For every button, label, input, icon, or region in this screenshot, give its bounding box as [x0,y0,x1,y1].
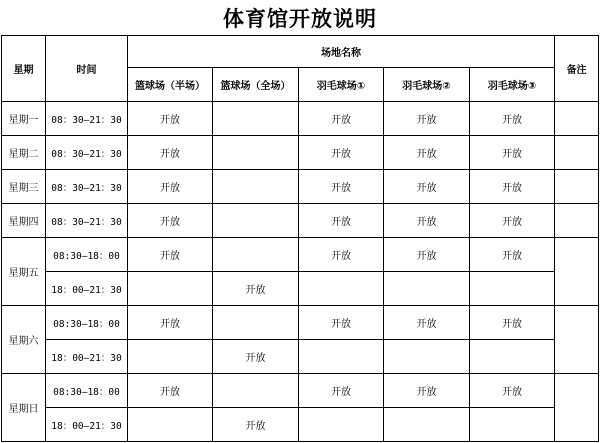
time-cell: 08：30—21：30 [46,136,128,170]
status-cell: 开放 [299,204,384,238]
table-row [2,272,599,306]
header-remarks: 备注 [555,36,599,102]
status-cell: 开放 [470,306,555,340]
table-row [2,374,599,408]
table-row [2,340,599,374]
status-cell: 开放 [128,204,213,238]
status-cell [470,272,555,306]
time-cell: 18：00—21：30 [46,272,128,306]
time-cell: 08:30—18：00 [46,238,128,272]
remarks-cell [555,374,599,442]
status-cell [384,272,470,306]
status-cell: 开放 [213,340,299,374]
header-time: 时间 [46,36,128,102]
status-cell: 开放 [470,136,555,170]
time-cell: 08：30—21：30 [46,102,128,136]
status-cell [213,306,299,340]
remarks-cell [555,204,599,238]
status-cell: 开放 [213,408,299,442]
header-day: 星期 [2,36,46,102]
status-cell: 开放 [128,102,213,136]
status-cell: 开放 [384,238,470,272]
remarks-cell [555,170,599,204]
remarks-cell [555,306,599,374]
day-cell: 星期日 [2,374,46,442]
header-venue: 篮球场（半场） [128,68,213,102]
status-cell: 开放 [299,102,384,136]
table-row [2,136,599,170]
status-cell [213,102,299,136]
table-row [2,102,599,136]
status-cell [213,136,299,170]
status-cell [213,238,299,272]
status-cell: 开放 [384,204,470,238]
day-cell: 星期三 [2,170,46,204]
status-cell [128,340,213,374]
table-row [2,408,599,442]
status-cell: 开放 [299,238,384,272]
status-cell [213,170,299,204]
remarks-cell [555,102,599,136]
status-cell [470,408,555,442]
status-cell: 开放 [384,374,470,408]
header-venue: 羽毛球场③ [470,68,555,102]
status-cell: 开放 [384,136,470,170]
schedule-table [1,35,599,442]
table-row [2,204,599,238]
status-cell: 开放 [470,374,555,408]
status-cell [128,408,213,442]
status-cell [470,340,555,374]
time-cell: 18：00—21：30 [46,408,128,442]
status-cell [128,272,213,306]
status-cell [384,408,470,442]
status-cell: 开放 [128,374,213,408]
status-cell [299,340,384,374]
status-cell: 开放 [128,306,213,340]
status-cell [384,340,470,374]
header-venue: 篮球场（全场） [213,68,299,102]
status-cell [299,408,384,442]
status-cell: 开放 [384,102,470,136]
day-cell: 星期五 [2,238,46,306]
status-cell: 开放 [384,306,470,340]
day-cell: 星期四 [2,204,46,238]
status-cell: 开放 [299,374,384,408]
day-cell: 星期一 [2,102,46,136]
status-cell: 开放 [128,170,213,204]
status-cell [299,272,384,306]
header-venue: 羽毛球场② [384,68,470,102]
header-venue: 羽毛球场① [299,68,384,102]
table-row [2,306,599,340]
time-cell: 08：30—21：30 [46,170,128,204]
status-cell [213,204,299,238]
status-cell: 开放 [470,102,555,136]
page-title: 体育馆开放说明 [223,6,377,31]
status-cell: 开放 [299,136,384,170]
header-venue-group: 场地名称 [128,36,555,68]
status-cell: 开放 [128,136,213,170]
status-cell: 开放 [299,306,384,340]
table-row [2,170,599,204]
time-cell: 08:30—18：00 [46,374,128,408]
remarks-cell [555,238,599,306]
status-cell: 开放 [299,170,384,204]
time-cell: 08:30—18：00 [46,306,128,340]
day-cell: 星期二 [2,136,46,170]
time-cell: 08：30—21：30 [46,204,128,238]
remarks-cell [555,136,599,170]
status-cell: 开放 [384,170,470,204]
status-cell: 开放 [470,170,555,204]
status-cell: 开放 [128,238,213,272]
table-row [2,238,599,272]
status-cell [213,374,299,408]
day-cell: 星期六 [2,306,46,374]
status-cell: 开放 [213,272,299,306]
status-cell: 开放 [470,238,555,272]
time-cell: 18：00—21：30 [46,340,128,374]
schedule-body [2,102,599,442]
status-cell: 开放 [470,204,555,238]
